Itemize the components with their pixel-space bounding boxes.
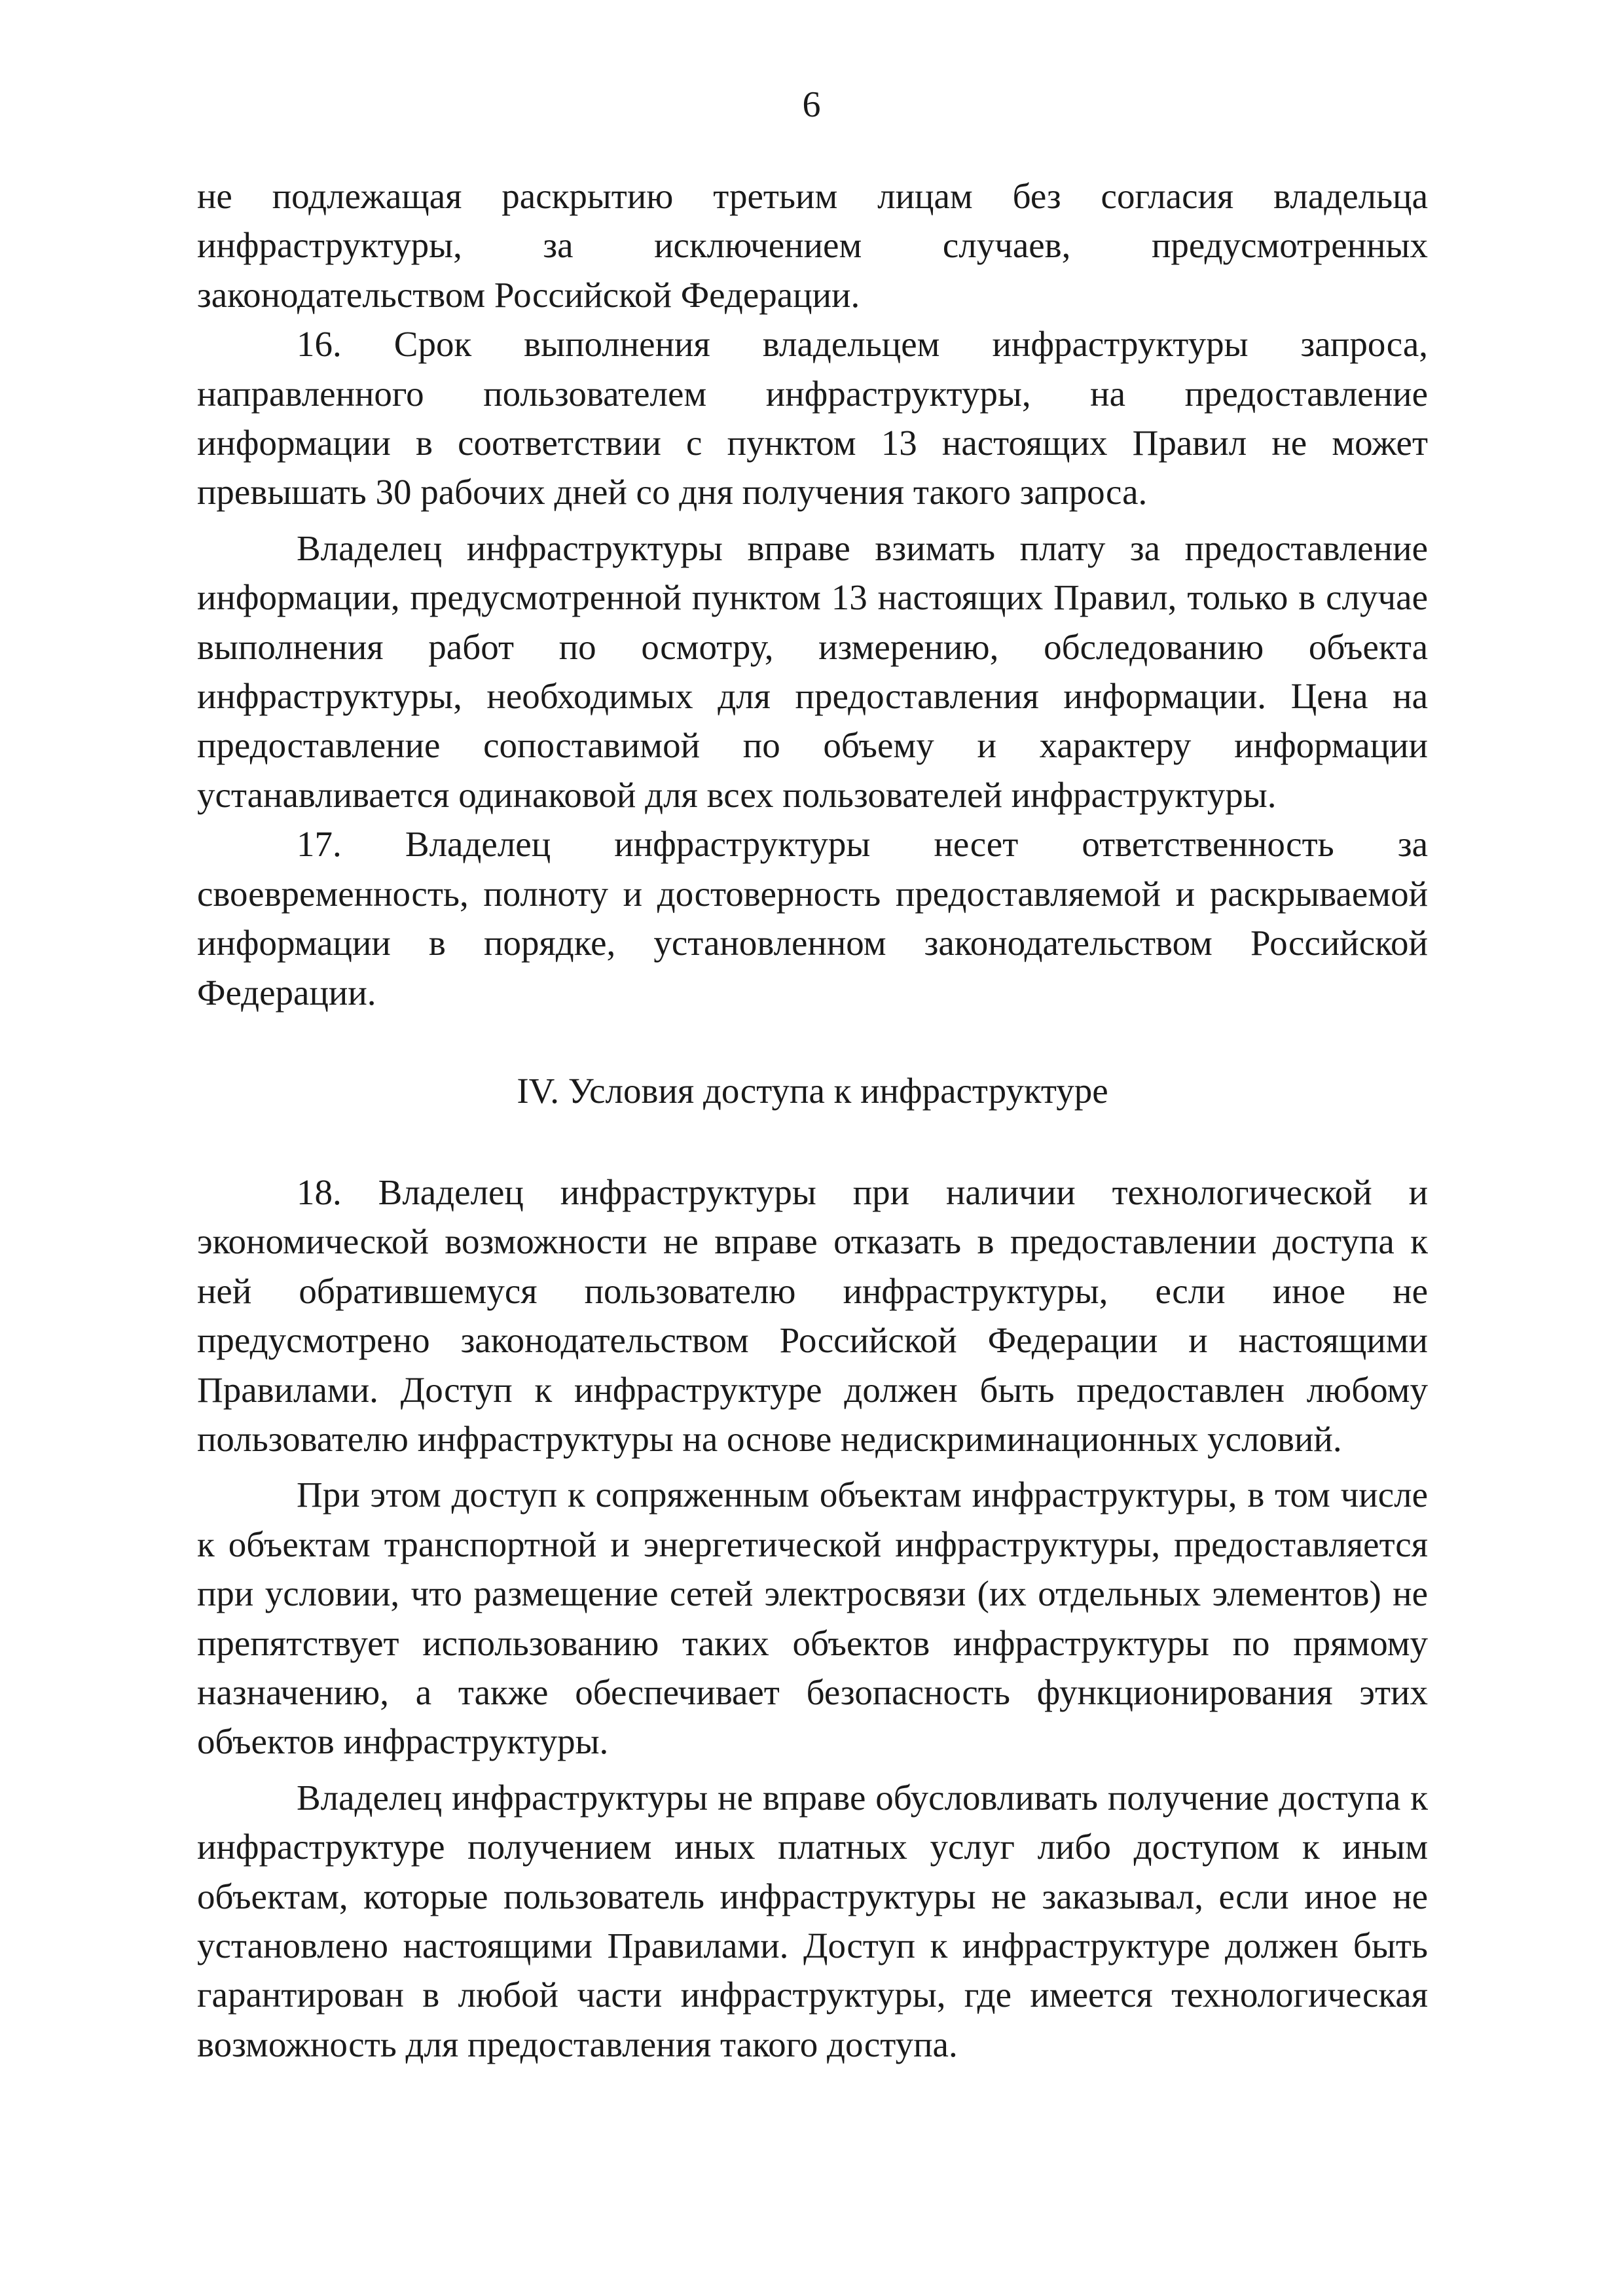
paragraph-no-conditioning: Владелец инфраструктуры не вправе обусловливать получение доступа к инфраструктуре получением иных платных услуг либо доступом к иным объектам, которые пользователь инфраструктуры не заказывал, если иное не установлено настоящими Правилами. Доступ к инфраструктуре должен быть гарантирован в любой части инфраструктуры, где имеется технологическая возможность для предоставления такого доступа. — [197, 1777, 1428, 2064]
paragraph-continuation: не подлежащая раскрытию третьим лицам без согласия владельца инфраструктуры, за исключением случаев, предусмотренных законодательством Российской Федерации. — [197, 176, 1428, 315]
page-number: 6 — [802, 84, 821, 125]
paragraph-adjacent-objects: При этом доступ к сопряженным объектам инфраструктуры, в том числе к объектам транспортной и энергетической инфраструктуры, предоставляется при условии, что размещение сетей электросвязи (их отдельных элементов) не препятствует использованию таких объектов инфраструктуры по прямому назначению, а также обеспечивает безопасность функционирования этих объектов инфраструктуры. — [197, 1475, 1428, 1762]
paragraph-item-17: 17. Владелец инфраструктуры несет ответственность за своевременность, полноту и достоверность предоставляемой и раскрываемой информации в порядке, установленном законодательством Российской Федерации. — [197, 824, 1428, 1013]
section-heading: IV. Условия доступа к инфраструктуре — [517, 1070, 1108, 1111]
paragraph-fee: Владелец инфраструктуры вправе взимать плату за предоставление информации, предусмотренной пунктом 13 настоящих Правил, только в случае выполнения работ по осмотру, измерению, обследованию объекта инфраструктуры, необходимых для предоставления информации. Цена на предоставление сопоставимой по объему и характеру информации устанавливается одинаковой для всех пользователей инфраструктуры. — [197, 528, 1428, 815]
document-body — [197, 171, 1428, 2069]
paragraph-item-18: 18. Владелец инфраструктуры при наличии технологической и экономической возможности не вправе отказать в предоставлении доступа к ней обратившемуся пользователю инфраструктуры, если иное не предусмотрено законодательством Российской Федерации и настоящими Правилами. Доступ к инфраструктуре должен быть предоставлен любому пользователю инфраструктуры на основе недискриминационных условий. — [197, 1172, 1428, 1459]
paragraph-item-16: 16. Срок выполнения владельцем инфраструктуры запроса, направленного пользователем инфраструктуры, на предоставление информации в соответствии с пунктом 13 настоящих Правил не может превышать 30 рабочих дней со дня получения такого запроса. — [197, 324, 1428, 512]
